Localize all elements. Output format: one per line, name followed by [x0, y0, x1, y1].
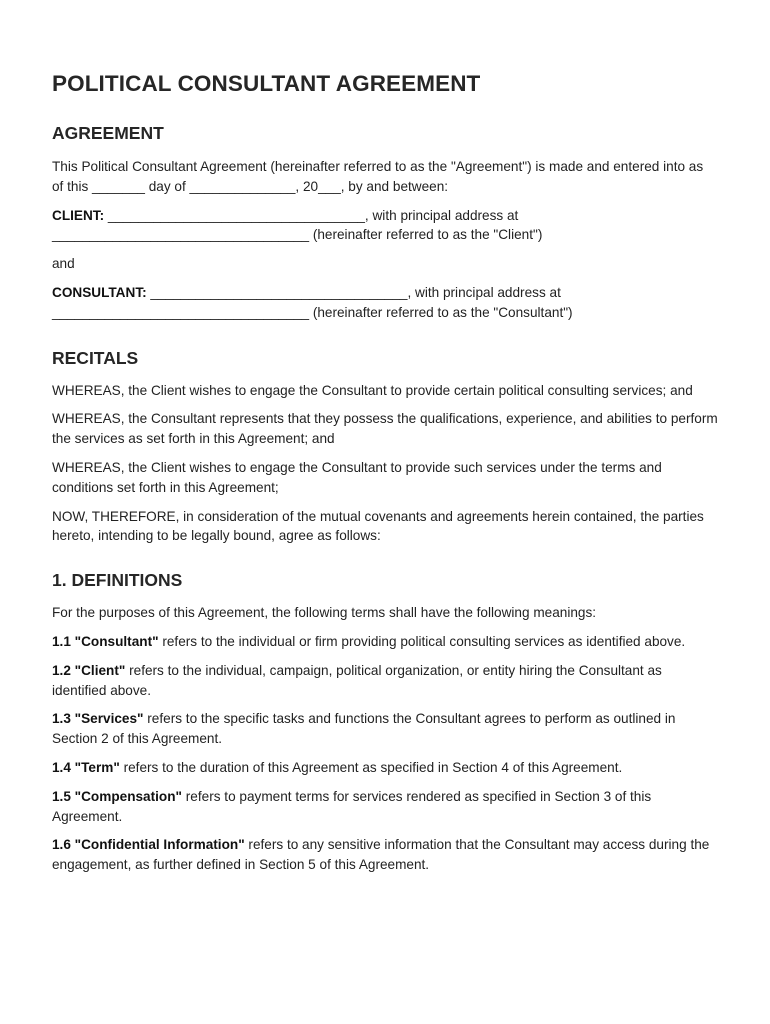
consultant-paragraph: [52, 283, 718, 323]
consultant-text: __________________________________, with principal address at __________________________________ (hereinafter referred to as the "Consultant"): [52, 284, 573, 320]
definitions-intro: For the purposes of this Agreement, the following terms shall have the following meanings:: [52, 605, 597, 621]
recital-item: WHEREAS, the Consultant represents that they possess the qualifications, experience, and abilities to perform the services as set forth in this Agreement; and: [52, 411, 718, 447]
client-text: __________________________________, with principal address at __________________________________ (hereinafter referred to as the "Client"): [52, 207, 543, 243]
client-label: CLIENT:: [52, 207, 105, 223]
definition-item: [52, 632, 718, 652]
agreement-intro: This Political Consultant Agreement (hereinafter referred to as the "Agreement") is made and entered into as of this _______ day of ______________, 20___, by and between:: [52, 159, 704, 194]
recital-item: WHEREAS, the Client wishes to engage the Consultant to provide certain political consulting services; and: [52, 382, 693, 398]
agreement-heading: AGREEMENT: [52, 123, 164, 143]
definition-item: [52, 758, 718, 778]
client-paragraph: [52, 206, 718, 246]
definition-item: [52, 835, 718, 875]
recital-item: WHEREAS, the Client wishes to engage the Consultant to provide such services under the terms and conditions set forth in this Agreement;: [52, 459, 662, 495]
definition-text: refers to payment terms for services rendered as specified in Section 3 of this Agreement.: [52, 788, 652, 824]
document-title: POLITICAL CONSULTANT AGREEMENT: [52, 71, 481, 96]
definition-text: refers to the individual or firm providing political consulting services as identified above.: [162, 633, 686, 649]
definitions-heading: 1. DEFINITIONS: [52, 570, 183, 591]
definition-item: [52, 709, 718, 749]
definition-item: [52, 787, 718, 827]
definition-text: refers to the duration of this Agreement as specified in Section 4 of this Agreement.: [123, 759, 623, 775]
definition-term: 1.2 "Client": [52, 662, 126, 678]
definition-term: 1.5 "Compensation": [52, 788, 182, 804]
definition-text: refers to any sensitive information that the Consultant may access during the engagement, as further defined in Section 5 of this Agreement.: [52, 837, 710, 873]
recital-item: NOW, THEREFORE, in consideration of the mutual covenants and agreements herein contained, the parties hereto, intending to be legally bound, agree as follows:: [52, 508, 704, 544]
definition-term: 1.3 "Services": [52, 711, 144, 727]
definition-term: 1.4 "Term": [52, 759, 120, 775]
consultant-label: CONSULTANT:: [52, 284, 147, 300]
recitals-heading: RECITALS: [52, 347, 139, 368]
and-line: and: [52, 256, 75, 272]
definition-term: 1.1 "Consultant": [52, 633, 159, 649]
definition-text: refers to the individual, campaign, political organization, or entity hiring the Consultant as identified above.: [52, 662, 662, 698]
definition-item: [52, 661, 718, 701]
definition-text: refers to the specific tasks and functions the Consultant agrees to perform as outlined in Section 2 of this Agreement.: [52, 711, 676, 747]
definition-term: 1.6 "Confidential Information": [52, 837, 245, 853]
